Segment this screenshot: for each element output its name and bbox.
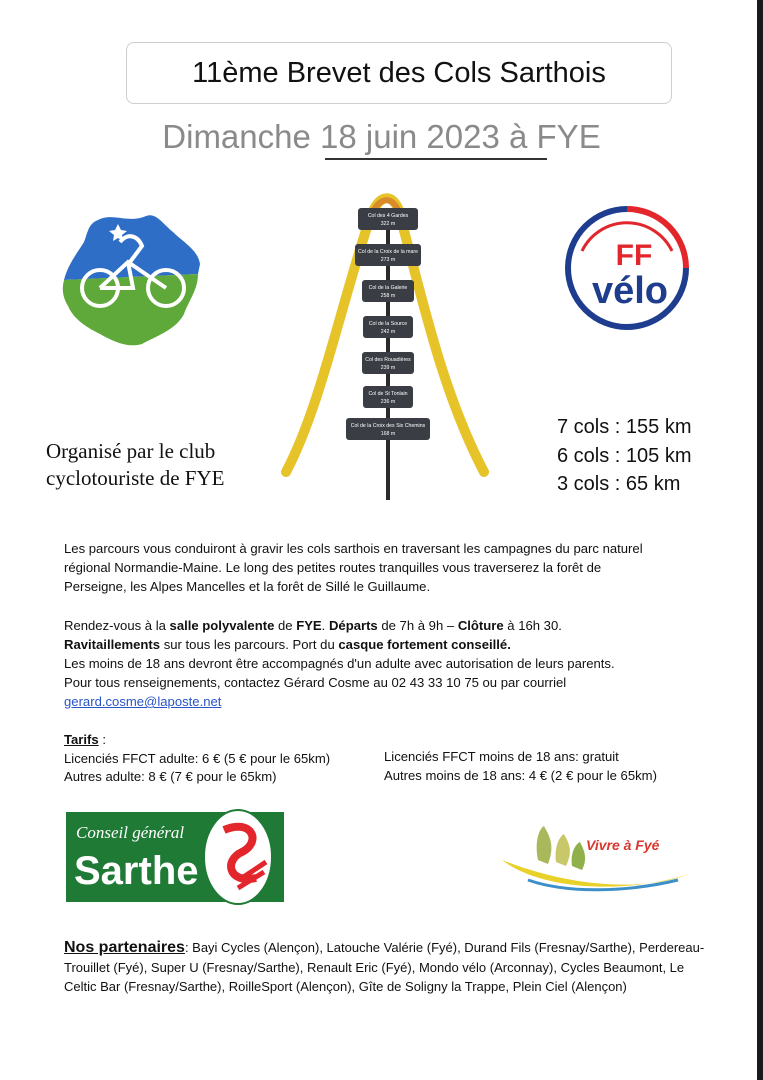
ravito-label: Ravitaillements bbox=[64, 637, 161, 652]
intro-line: Perseigne, les Alpes Mancelles et la forêt de Sillé le Guillaume. bbox=[64, 579, 431, 594]
page-edge bbox=[757, 0, 763, 1080]
ff-velo-logo bbox=[562, 203, 692, 333]
sign-col-name: Col de la Source bbox=[368, 321, 408, 327]
departs-text: de 7h à 9h – bbox=[377, 618, 458, 633]
rendezvous-line bbox=[64, 616, 714, 635]
sign-col-name: Col de la Croix des Six Chemins bbox=[350, 423, 426, 429]
tarif-item: Autres moins de 18 ans: 4 € (2 € pour le 65km) bbox=[384, 767, 657, 783]
vivre-text: Vivre à Fyé bbox=[586, 837, 660, 853]
partners-block bbox=[64, 938, 714, 997]
route-item: 7 cols : 155 km bbox=[557, 416, 692, 438]
sign-col-name: Col de St Tonlain bbox=[368, 391, 408, 397]
ravito-line bbox=[64, 635, 714, 654]
cg-line2: Sarthe bbox=[74, 849, 199, 893]
sign-col-name: Col des Rouadières bbox=[365, 357, 411, 363]
sign-col-altitude: 273 m bbox=[380, 257, 396, 263]
ff-text: FF bbox=[615, 239, 653, 272]
rdv-place: salle polyvalente bbox=[169, 618, 275, 633]
organiser-line-1: Organisé par le club bbox=[46, 439, 216, 463]
title-box bbox=[126, 42, 672, 104]
email-link[interactable]: gerard.cosme@laposte.net bbox=[64, 694, 222, 709]
organiser-line-2: cyclotouriste de FYE bbox=[46, 466, 225, 490]
sign-col-name: Col des 4 Gardes bbox=[367, 213, 409, 219]
conseil-general-sarthe-logo bbox=[66, 808, 284, 906]
sign-col-altitude: 242 m bbox=[380, 329, 396, 335]
page-title: 11ème Brevet des Cols Sarthois bbox=[192, 56, 606, 89]
contact-line: Pour tous renseignements, contactez Gérard Cosme au 02 43 33 10 75 ou par courriel bbox=[64, 675, 567, 690]
tarifs-right bbox=[384, 748, 657, 785]
cloture-label: Clôture bbox=[457, 618, 504, 633]
sign-col-altitude: 168 m bbox=[380, 431, 396, 437]
route-item: 3 cols : 65 km bbox=[557, 473, 681, 495]
intro-line: Les parcours vous conduiront à gravir les cols sarthois en traversant les campagnes du parc naturel bbox=[64, 541, 643, 556]
club-logo bbox=[58, 202, 208, 352]
cg-line1: Conseil général bbox=[76, 823, 185, 842]
cloture-text: à 16h 30. bbox=[503, 618, 562, 633]
date-underline bbox=[325, 158, 547, 160]
rdv-prefix: Rendez-vous à la bbox=[64, 618, 170, 633]
tarifs-heading-text: Tarifs bbox=[64, 732, 99, 747]
organiser-block bbox=[46, 438, 224, 492]
tarif-item: Autres adulte: 8 € (7 € pour le 65km) bbox=[64, 769, 277, 784]
tarifs-left bbox=[64, 731, 330, 787]
sign-col-name: Col de la Galerie bbox=[368, 285, 408, 291]
tarifs-colon: : bbox=[98, 732, 106, 747]
sign-col-name: Col de la Croix de la mare bbox=[358, 249, 418, 255]
rdv-dot: . bbox=[321, 618, 329, 633]
partners-text: : Bayi Cycles (Alençon), Latouche Valérie (Fyé), Durand Fils (Fresnay/Sarthe), Perdereau-Trouillet (Fyé), Super U (Fresnay/Sarthe), Renault Eric (Fyé), Mondo vélo (Arconnay), Cycles Beaumont, Le Celtic Bar (Fresnay/Sarthe), RoilleSport (Alençon), Gîte de Soligny la Trappe, Plein Ciel (Alençon) bbox=[64, 940, 705, 994]
partners-heading: Nos partenaires bbox=[64, 939, 185, 956]
rdv-fye: FYE bbox=[296, 618, 322, 633]
intro-line: régional Normandie-Maine. Le long des petites routes tranquilles vous traverserez la forêt de bbox=[64, 560, 602, 575]
sign-col-altitude: 258 m bbox=[380, 293, 396, 299]
tarifs-heading bbox=[64, 731, 330, 750]
info-paragraph bbox=[64, 616, 714, 711]
route-item: 6 cols : 105 km bbox=[557, 444, 692, 467]
cols-signpost bbox=[280, 188, 490, 500]
event-date: Dimanche 18 juin 2023 à FYE bbox=[162, 118, 601, 155]
tarif-item: Licenciés FFCT adulte: 6 € (5 € pour le 65km) bbox=[64, 750, 331, 766]
vivre-a-fye-logo bbox=[498, 820, 698, 900]
velo-text: vélo bbox=[591, 270, 669, 312]
intro-paragraph bbox=[64, 539, 714, 596]
departs-label: Départs bbox=[328, 618, 378, 633]
rdv-de: de bbox=[274, 618, 297, 633]
routes-list bbox=[557, 413, 692, 499]
tarif-item: Licenciés FFCT moins de 18 ans: gratuit bbox=[384, 749, 619, 764]
casque-text: casque fortement conseillé. bbox=[338, 637, 511, 652]
sign-col-altitude: 239 m bbox=[380, 365, 396, 371]
sign-col-altitude: 236 m bbox=[380, 399, 396, 405]
sign-col-altitude: 322 m bbox=[380, 221, 396, 227]
ravito-text: sur tous les parcours. Port du bbox=[160, 637, 339, 652]
minors-line: Les moins de 18 ans devront être accompagnés d'un adulte avec autorisation de leurs parents. bbox=[64, 656, 615, 671]
